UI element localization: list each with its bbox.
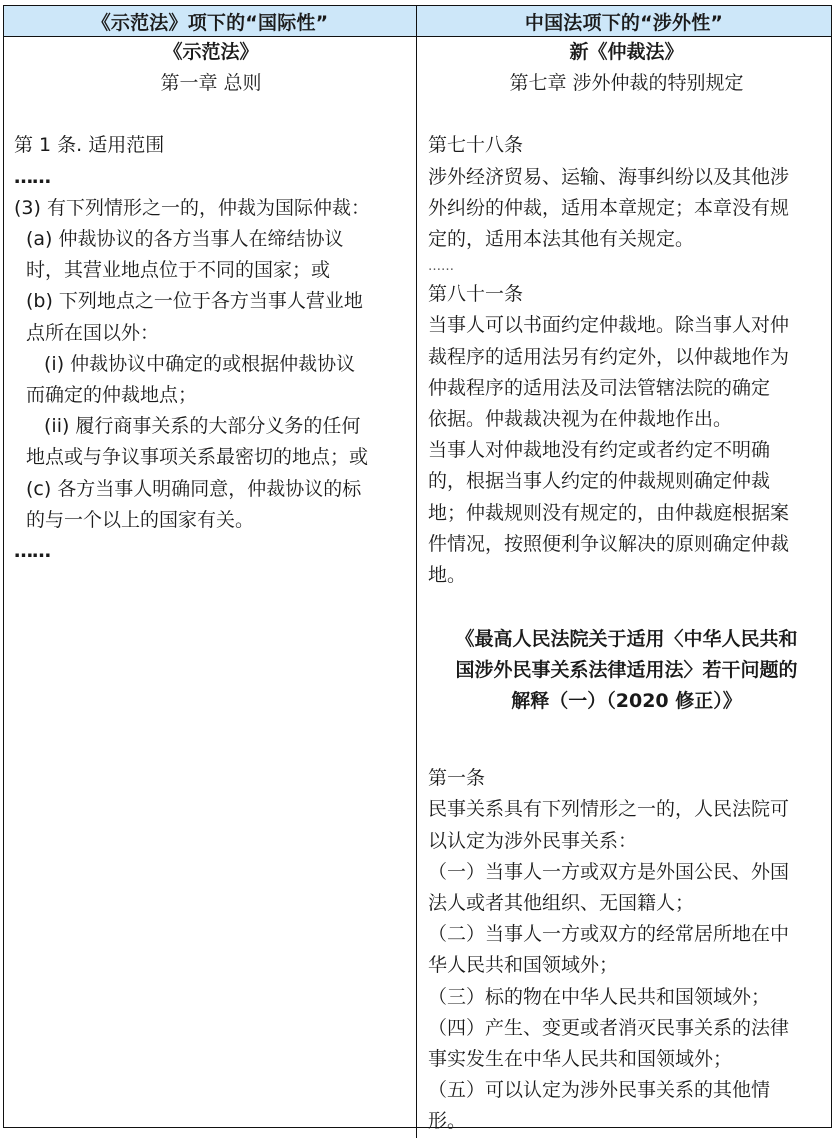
ellipsis: …… xyxy=(14,540,50,563)
clause-3b-ii-line2: 地点或与争议事项关系最密切的地点；或 xyxy=(26,446,369,469)
article-78-line: 外纠纷的仲裁，适用本章规定；本章没有规 xyxy=(428,196,790,219)
article-1-item: 事实发生在中华人民共和国领域外； xyxy=(428,1048,733,1071)
article-1-line: 民事关系具有下列情形之一的，人民法院可 xyxy=(428,798,790,821)
article-1-heading: 第一条 xyxy=(428,767,486,790)
header-model-law-internationality: 《示范法》项下的“国际性” xyxy=(4,6,417,37)
interpretation-title-line: 国涉外民事关系法律适用法〉若干问题的 xyxy=(455,659,798,682)
comparison-table xyxy=(3,5,832,1133)
interpretation-title-line: 《最高人民法院关于适用〈中华人民共和 xyxy=(455,628,798,651)
article-78-heading: 第七十八条 xyxy=(428,134,524,157)
article-81-line: 地。 xyxy=(428,564,467,587)
ellipsis: …… xyxy=(428,259,454,275)
arbitration-law-chapter: 第七章 涉外仲裁的特别规定 xyxy=(509,72,744,95)
clause-3b-line1: (b) 下列地点之一位于各方当事人营业地 xyxy=(26,290,363,313)
article-81-line: 裁程序的适用法另有约定外，以仲裁地作为 xyxy=(428,345,790,368)
article-81-line: 依据。仲裁裁决视为在仲裁地作出。 xyxy=(428,408,733,431)
article-1-heading: 第 1 条. 适用范围 xyxy=(14,134,165,157)
article-81-line: 当事人对仲裁地没有约定或者约定不明确 xyxy=(428,439,771,462)
clause-3: (3) 有下列情形之一的，仲裁为国际仲裁： xyxy=(14,196,370,219)
clause-3c-line1: (c) 各方当事人明确同意，仲裁协议的标 xyxy=(26,477,362,500)
article-1-line: 以认定为涉外民事关系： xyxy=(428,829,638,852)
article-78-line: 定的，适用本法其他有关规定。 xyxy=(428,228,695,251)
article-81-heading: 第八十一条 xyxy=(428,283,524,306)
model-law-title: 《示范法》 xyxy=(163,41,259,63)
clause-3b-ii-line1: (ii) 履行商事关系的大部分义务的任何 xyxy=(44,415,361,438)
article-81-line: 地；仲裁规则没有规定的，由仲裁庭根据案 xyxy=(428,501,790,524)
clause-3a-line1: (a) 仲裁协议的各方当事人在缔结协议 xyxy=(26,228,344,251)
clause-3b-i-line1: (i) 仲裁协议中确定的或根据仲裁协议 xyxy=(44,352,356,375)
article-1-item: 形。 xyxy=(428,1110,467,1133)
model-law-cell xyxy=(4,37,417,1138)
clause-3a-line2: 时，其营业地点位于不同的国家；或 xyxy=(26,259,331,282)
arbitration-law-title: 新《仲裁法》 xyxy=(569,41,684,63)
article-78-line: 涉外经济贸易、运输、海事纠纷以及其他涉 xyxy=(428,165,790,188)
clause-3b-line2: 点所在国以外： xyxy=(26,321,160,344)
chinese-law-cell xyxy=(417,37,831,1138)
article-1-item: 华人民共和国领域外； xyxy=(428,954,619,977)
article-1-item: （一）当事人一方或双方是外国公民、外国 xyxy=(428,860,790,883)
article-81-line: 件情况，按照便利争议解决的原则确定仲裁 xyxy=(428,532,790,555)
ellipsis: …… xyxy=(14,165,50,188)
header-chinese-law-foreign-related: 中国法项下的“涉外性” xyxy=(417,6,831,37)
article-81-line: 仲裁程序的适用法及司法管辖法院的确定 xyxy=(428,376,771,399)
article-81-line: 当事人可以书面约定仲裁地。除当事人对仲 xyxy=(428,314,790,337)
article-1-item: （三）标的物在中华人民共和国领域外； xyxy=(428,985,771,1008)
article-1-item: （二）当事人一方或双方的经常居所地在中 xyxy=(428,923,790,946)
article-1-item: （五）可以认定为涉外民事关系的其他情 xyxy=(428,1079,771,1102)
interpretation-title-line: 解释（一）（2020 修正）》 xyxy=(511,690,742,713)
article-1-item: （四）产生、变更或者消灭民事关系的法律 xyxy=(428,1016,790,1039)
model-law-chapter: 第一章 总则 xyxy=(160,72,262,95)
article-1-item: 法人或者其他组织、无国籍人； xyxy=(428,892,695,915)
article-81-line: 的，根据当事人约定的仲裁规则确定仲裁 xyxy=(428,470,771,493)
clause-3c-line2: 的与一个以上的国家有关。 xyxy=(26,508,255,531)
clause-3b-i-line2: 而确定的仲裁地点； xyxy=(26,384,198,407)
